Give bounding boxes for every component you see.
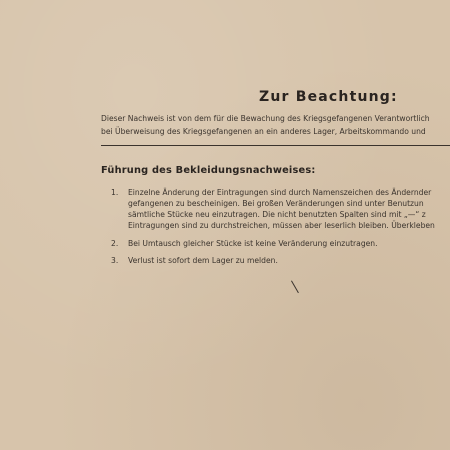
intro-paragraph [101,113,430,138]
list-item [111,187,435,231]
section-heading: Führung des Bekleidungsnachweises: [101,165,316,176]
item-number: 1. [111,188,119,197]
page-title: Zur Beachtung: [259,89,398,105]
item-line: Verlust ist sofort dem Lager zu melden. [128,256,278,265]
item-line: sämtliche Stücke neu einzutragen. Die nicht benutzten Spalten sind mit „—“ z [128,210,426,219]
item-line: gefangenen zu bescheinigen. Bei großen Veränderungen sind unter Benutzun [128,199,424,208]
pencil-mark [291,280,300,293]
intro-line: Dieser Nachweis ist von dem für die Bewachung des Kriegsgefangenen Verantwortlich [101,114,430,123]
item-line: Eintragungen sind zu durchstreichen, müssen aber leserlich bleiben. Überkleben [128,221,435,230]
list-item [111,255,435,266]
item-line: Bei Umtausch gleicher Stücke ist keine Veränderung einzutragen. [128,238,378,248]
divider [101,145,450,146]
item-number: 2. [111,238,119,248]
list-item [111,238,435,249]
item-line: Einzelne Änderung der Eintragungen sind durch Namenszeichen des Ändernder [128,188,432,197]
intro-line: bei Überweisung des Kriegsgefangenen an ein anderes Lager, Arbeitskommando und [101,126,426,136]
instruction-list [111,187,435,273]
item-number: 3. [111,256,119,265]
